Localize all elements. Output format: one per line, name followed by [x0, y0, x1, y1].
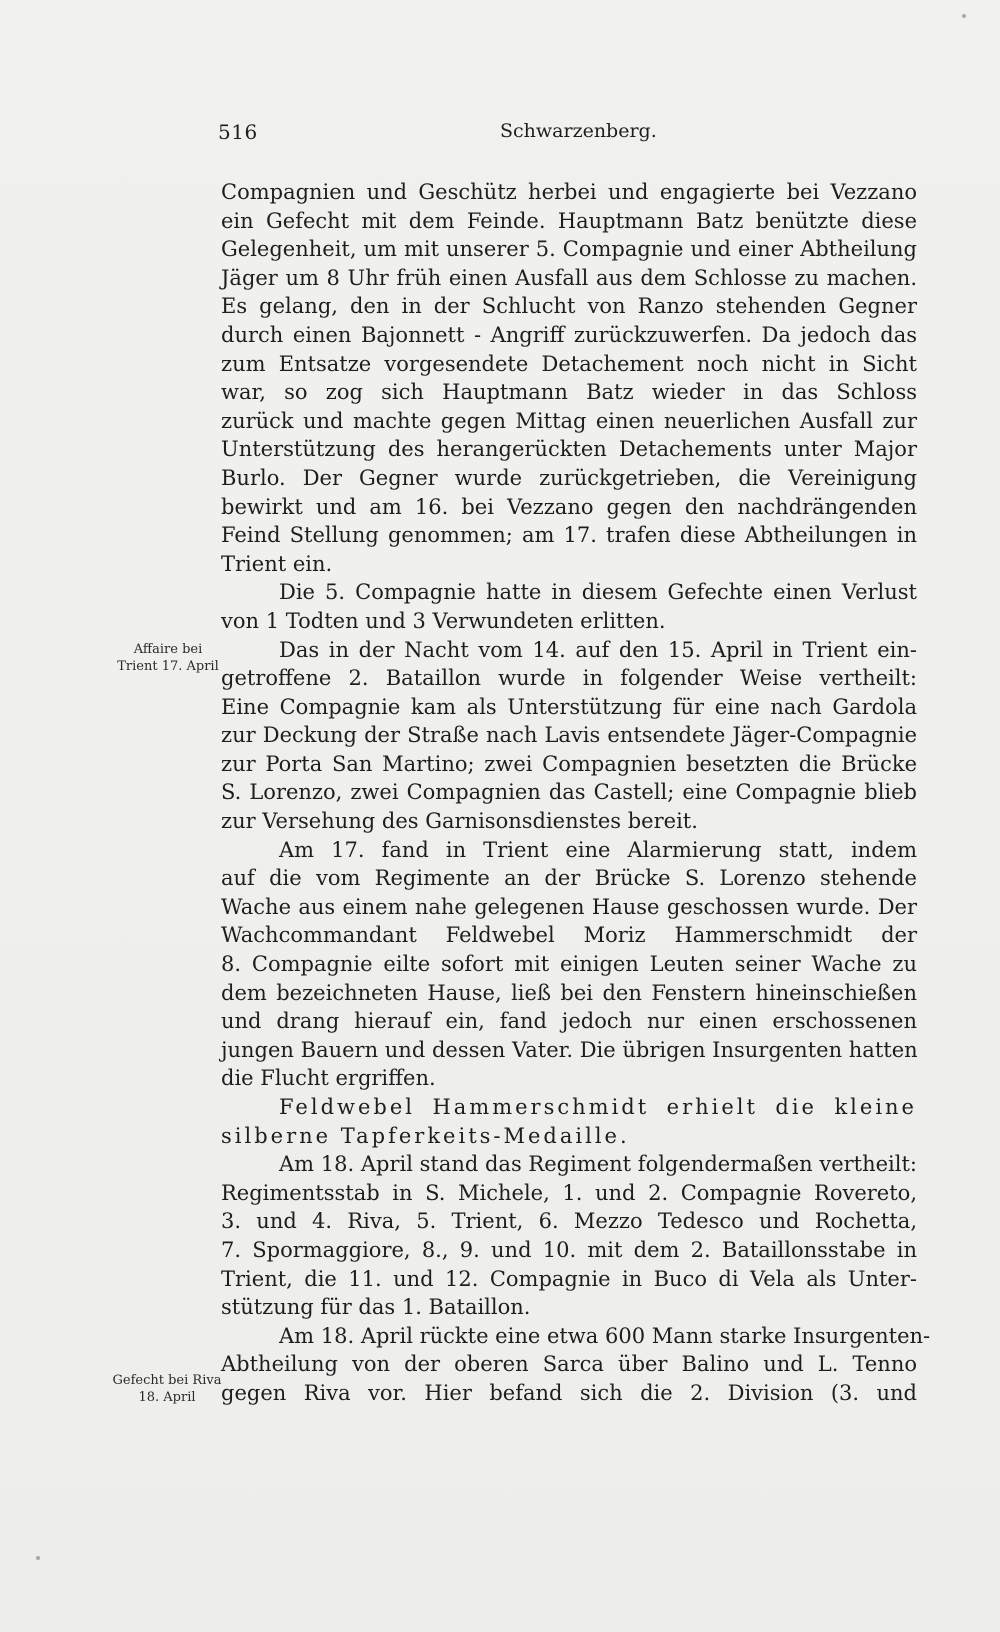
margin-note-line: Affaire bei — [133, 642, 203, 657]
text-line: von 1 Todten und 3 Verwundeten erlitten. — [221, 608, 666, 633]
text-line: zum Entsatze vorgesendete Detachement noch nicht in Sicht — [221, 351, 917, 376]
margin-note-line: Gefecht bei Riva — [112, 1373, 222, 1388]
text-line: 8. Compagnie eilte sofort mit einigen Leuten seiner Wache zu — [221, 952, 917, 977]
text-line: getroffene 2. Bataillon wurde in folgender Weise vertheilt: — [221, 666, 917, 691]
text-line: Compagnien und Geschütz herbei und engagierte bei Vezzano — [221, 180, 917, 204]
text-line: Unterstützung des herangerückten Detachements unter Major — [221, 437, 917, 462]
text-line: Gelegenheit, um mit unserer 5. Compagnie und einer Abtheilung — [221, 237, 917, 262]
paper-speck — [36, 1556, 40, 1560]
text-line: zur Deckung der Straße nach Lavis entsendete Jäger-Compagnie — [221, 723, 917, 748]
text-line: die Flucht ergriffen. — [221, 1066, 436, 1091]
text-line: zur Porta San Martino; zwei Compagnien besetzten die Brücke — [221, 751, 917, 776]
text-line: Wache aus einem nahe gelegenen Hause geschossen wurde. Der — [221, 894, 917, 919]
text-line: gegen Riva vor. Hier befand sich die 2. Division (3. und — [221, 1380, 917, 1405]
margin-note-line: Trient 17. April — [117, 659, 219, 674]
text-line: Wachcommandant Feldwebel Moriz Hammerschmidt der — [221, 923, 917, 948]
text-line: Trient, die 11. und 12. Compagnie in Buco di Vela als Unter- — [221, 1266, 917, 1291]
text-line: Feldwebel Hammerschmidt erhielt die kleine — [279, 1095, 917, 1119]
text-line: ein Gefecht mit dem Feinde. Hauptmann Batz benützte diese — [221, 208, 917, 233]
text-line: zurück und machte gegen Mittag einen neuerlichen Ausfall zur — [221, 408, 917, 433]
text-line: Burlo. Der Gegner wurde zurückgetrieben, die Vereinigung — [221, 465, 917, 490]
text-line: Regimentsstab in S. Michele, 1. und 2. Compagnie Rovereto, — [221, 1180, 917, 1205]
text-line: stützung für das 1. Bataillon. — [221, 1295, 531, 1320]
text-line: Feind Stellung genommen; am 17. trafen diese Abtheilungen in — [221, 523, 917, 548]
text-line: S. Lorenzo, zwei Compagnien das Castell; eine Compagnie blieb — [221, 780, 917, 805]
text-line: Am 18. April rückte eine etwa 600 Mann starke Insurgenten- — [279, 1323, 931, 1348]
text-line: auf die vom Regimente an der Brücke S. Lorenzo stehende — [221, 866, 917, 891]
text-line: silberne Tapferkeits-Medaille. — [221, 1123, 630, 1148]
text-line: Trient ein. — [221, 551, 333, 576]
text-line: zur Versehung des Garnisonsdienstes bereit. — [221, 809, 698, 834]
body-text — [221, 178, 931, 1408]
margin-note-gefecht-riva — [108, 1372, 226, 1406]
text-line: dem bezeichneten Hause, ließ bei den Fenstern hineinschießen — [221, 980, 917, 1005]
text-line: jungen Bauern und dessen Vater. Die übrigen Insurgenten hatten — [221, 1037, 918, 1062]
text-line: bewirkt und am 16. bei Vezzano gegen den nachdrängenden — [221, 494, 917, 519]
paper-speck — [962, 14, 966, 18]
text-line: und drang hierauf ein, fand jedoch nur einen erschossenen — [221, 1009, 917, 1034]
text-line: Am 18. April stand das Regiment folgendermaßen vertheilt: — [279, 1152, 917, 1177]
text-line: Abtheilung von der oberen Sarca über Balino und L. Tenno — [221, 1352, 917, 1377]
text-line: Am 17. fand in Trient eine Alarmierung statt, indem — [279, 837, 917, 862]
text-line: Jäger um 8 Uhr früh einen Ausfall aus dem Schlosse zu machen. — [221, 265, 917, 290]
text-line: Es gelang, den in der Schlucht von Ranzo stehenden Gegner — [221, 294, 917, 319]
margin-note-affaire-trient — [112, 641, 224, 675]
text-line: 7. Spormaggiore, 8., 9. und 10. mit dem 2. Bataillonsstabe in — [221, 1237, 917, 1262]
text-line: war, so zog sich Hauptmann Batz wieder in das Schloss — [221, 380, 917, 405]
running-title: Schwarzenberg. — [500, 120, 657, 142]
margin-note-line: 18. April — [138, 1390, 196, 1405]
text-line: Das in der Nacht vom 14. auf den 15. April in Trient ein- — [279, 637, 917, 662]
text-line: Die 5. Compagnie hatte in diesem Gefechte einen Verlust — [279, 580, 917, 605]
text-line: durch einen Bajonnett - Angriff zurückzuwerfen. Da jedoch das — [221, 322, 917, 347]
text-line: 3. und 4. Riva, 5. Trient, 6. Mezzo Tedesco und Rochetta, — [221, 1209, 917, 1234]
page-number: 516 — [218, 120, 258, 144]
text-line: Eine Compagnie kam als Unterstützung für eine nach Gardola — [221, 694, 917, 719]
